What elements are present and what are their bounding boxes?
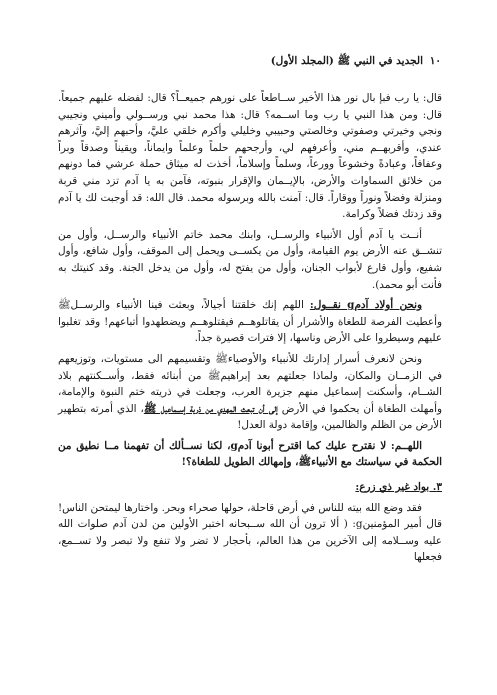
page-number: ١٠	[429, 55, 441, 67]
paragraph-prayer: اللهــم: لا نقترح عليك كما اقترح أبونا آدمg، لكنا نســألك أن تفهمنا مــا نطيق من الحكمة في سياستك مع الأنبياءﷺ، وإمهالك الطويل للطغاة؟!	[58, 439, 442, 469]
paragraph-secrets	[58, 351, 442, 434]
paragraph-first-prophet: أنــت يا آدم أول الأنبياء والرســل، وابنك محمد خاتم الأنبياء والرســل، وأول من تنشــق عنه الأرض يوم القيامة، وأول من يكســى ويحمل إلى الموقف، وأول شافع، وأول شفيع، وأول قارع لأبواب الجنان، وأول من يفتح له، وأول من يدخل الجنة. وقد كنيتك به فأنت أبو محمد).	[58, 228, 442, 291]
section-heading: ٣. بواد غير ذي زرع:	[355, 481, 442, 494]
running-header	[56, 52, 441, 70]
paragraph-lead-phrase: ونحن أولاد آدمg نقــول:	[309, 299, 422, 312]
paragraph-children-of-adam	[58, 297, 442, 347]
paragraph-text: اللهم إنك خلقتنا أجيالاً، وبعثت فينا الأنبياء والرســلﷺ وأعطيت الفرصة للطغاة والأشرار أن يقاتلوهــم فيقتلوهــم ويضطهدوا أتباعهم! وقد تغلبوا عليهم وسيطروا على الأرض وناسها، إلا فترات قصيرة جداً.	[58, 299, 442, 345]
paragraph-barren-valley: فقد وضع الله بيته للناس في أرض قاحلة، حولها صحراء وبحر. واختارها ليمتحن الناس! قال أمير المؤمنينg: ( ألا ترون أن الله ســبحانه اختبر الأولين من لدن آدم صلوات الله عليه وســلامه إلى الآخرين من هذا العالم، بأحجار لا تضر ولا تنفع ولا تبصر ولا تســمع، فجعلها	[58, 501, 442, 564]
body-text	[58, 90, 442, 566]
underlined-phrase: إلى أن تبعث المهدي من ذرية إســماعيل ﷺ	[143, 402, 278, 415]
paragraph-text: ونحن لانعرف أسرار إدارتك للأنبياء والأوصياءﷺ وتقسيمهم الى مستويات، وتوزيعهم في الزمــان والمكان، ولماذا جعلتهم بعد إبراهيمﷺ من أبنائه فقط، وأســكنتهم بلاد الشــام، وأسكنت إسماعيل منهم جزيرة العرب، وجعلت في ذريته ختم النبوة والإمامة، وأمهلت الطغاة أن يحكموا في الأرض	[58, 352, 442, 415]
running-title: الجديد في النبي ﷺ (المجلد الأول)	[270, 55, 423, 67]
paragraph-text: ، الذي أمرته بتطهير الأرض من الظلم والظالمين، وإقامة دولة العدل!	[58, 402, 442, 432]
paragraph-dialogue: قال: يا رب فبإ بال نور هذا الأخير ســاطعاً على نورهم جميعــاً؟ قال: لفضله عليهم جميعاً. قال: ومن هذا النبي يا رب وما اســمه؟ قال: هذا محمد نبي ورســولي وأميني ونجيبي ونجي وخيرتي وصفوتي وخالصتي وحبيبي وخليلي وأكرم خلقي عليَّ، وأحبهم إليَّ، وآثرهم عندي، وأقربهــم مني، وأعرفهم لي، وأرجحهم حلماً وعلماً وايماناً، ويقيناً وصدقاً وبراً وعفافاً، وعبادةً وخشوعاً وورعاً، وسلماً وإسلاماً، أخذت له ميثاق حملة عرشي فما دونهم من خلائق السماوات والأرض، بالإيــمان والإقرار بنبوته، فآمن به يا آدم تزد مني قربة ومنزلة وفضلاً ونوراً ووقاراً. قال: آمنت بالله وبرسوله محمد. قال الله: قد أوجبت لك يا آدم وقد زدتك فضلاً وكرامة.	[58, 92, 442, 221]
